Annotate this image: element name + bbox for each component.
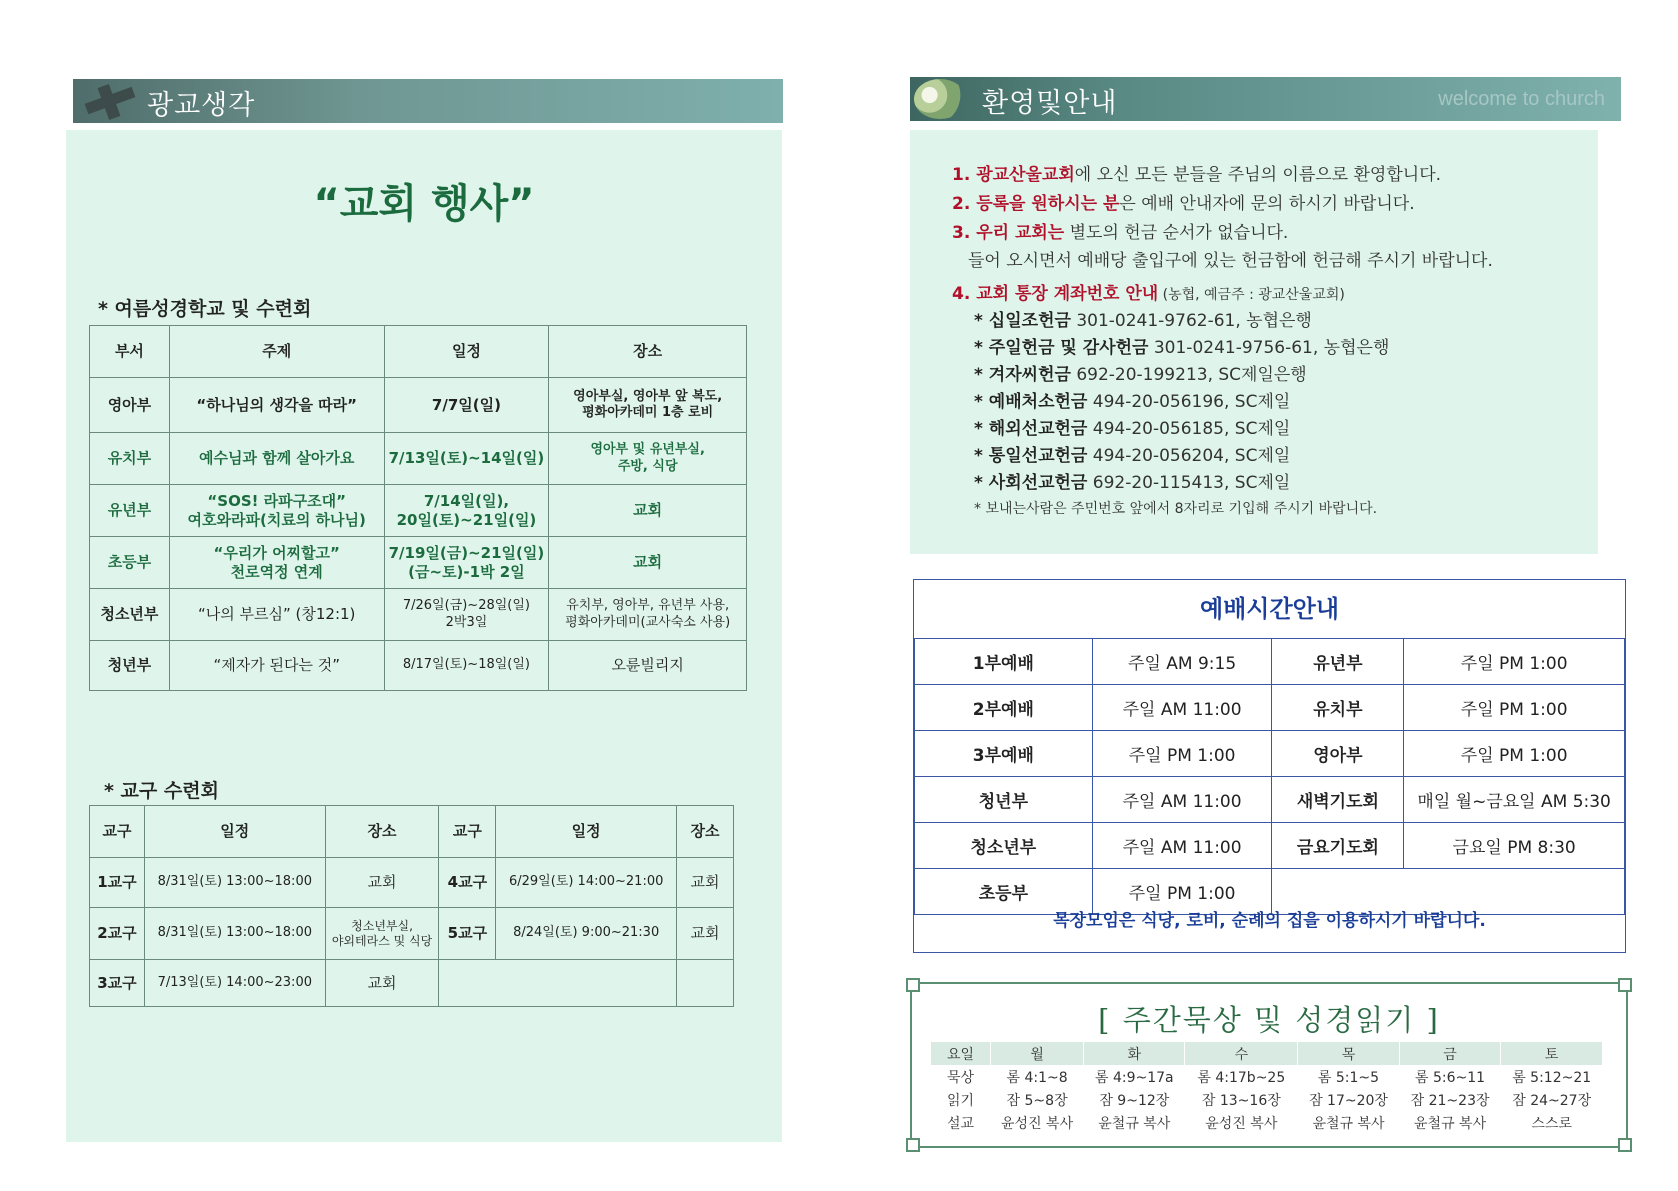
table-cell: 예수님과 함께 살아가요 [169,433,384,485]
table-cell: 영아부실, 영아부 앞 복도, 평화아카데미 1층 로비 [549,378,747,433]
table-cell: 교회 [677,908,734,960]
table-cell: 주일 PM 1:00 [1092,869,1272,915]
table-row [915,685,1625,731]
table-cell: 유치부, 영아부, 유년부 사용, 평화아카데미(교사숙소 사용) [549,589,747,641]
corner-ornament [1618,978,1632,992]
table-cell: 청년부 [90,641,170,691]
corner-ornament [906,1138,920,1152]
table-cell: 금요기도회 [1272,823,1404,869]
info-item-1: 1. 광교산울교회에 오신 모든 분들을 주님의 이름으로 환영합니다. [952,165,1442,185]
table-header: 장소 [677,806,734,858]
table-cell: 잠 17~20장 [1298,1088,1400,1111]
table-cell: 윤성진 복사 [1185,1111,1298,1134]
table-cell: 1부예배 [915,639,1093,685]
table-cell: 롬 5:1~5 [1298,1065,1400,1088]
welcome-info-box [910,130,1598,554]
table-cell: 롬 4:9~17a [1084,1065,1185,1088]
table-header: 일정 [144,806,325,858]
table-header: 장소 [325,806,439,858]
table-row [915,823,1625,869]
table-cell: 2교구 [90,908,145,960]
summer-school-table [89,325,747,691]
table-cell: 잠 5~8장 [991,1088,1084,1111]
table-row [90,537,747,589]
table-cell: 유치부 [90,433,170,485]
table-cell: 설교 [931,1111,991,1134]
table-header: 부서 [90,326,170,378]
table-cell: 롬 5:6~11 [1399,1065,1501,1088]
table-cell: “제자가 된다는 것” [169,641,384,691]
table-cell: 잠 21~23장 [1399,1088,1501,1111]
account-line: * 주일헌금 및 감사헌금 301-0241-9756-61, 농협은행 [974,338,1390,358]
table-cell: 주일 AM 11:00 [1092,777,1272,823]
table-cell: 7/7일(일) [384,378,549,433]
table-cell: 초등부 [90,537,170,589]
table-cell: “SOS! 라파구조대” 여호와라파(치료의 하나님) [169,485,384,537]
corner-ornament [1618,1138,1632,1152]
account-line: * 십일조헌금 301-0241-9762-61, 농협은행 [974,311,1312,331]
worship-title: 예배시간안내 [914,580,1625,639]
table-cell: 새벽기도회 [1272,777,1404,823]
table-cell: 7/14일(일), 20일(토)~21일(일) [384,485,549,537]
table-cell: 8/17일(토)~18일(일) [384,641,549,691]
worship-schedule-box [913,579,1626,953]
table-header: 토 [1501,1042,1602,1065]
table-cell: 묵상 [931,1065,991,1088]
account-line: * 겨자씨헌금 692-20-199213, SC제일은행 [974,365,1307,385]
table-row [915,777,1625,823]
table-row [90,378,747,433]
right-header-bar [910,77,1621,121]
table-cell: 윤철규 복사 [1298,1111,1400,1134]
table-cell: 유년부 [90,485,170,537]
table-cell: 영아부 및 유년부실, 주방, 식당 [549,433,747,485]
account-line: * 통일선교헌금 494-20-056204, SC제일 [974,446,1291,466]
table-cell: 교회 [325,858,439,908]
table-row [915,639,1625,685]
table-cell: 7/26일(금)~28일(일) 2박3일 [384,589,549,641]
weekly-title: [ 주간묵상 및 성경읽기 ] [1098,1003,1440,1037]
table-cell: 주일 PM 1:00 [1092,731,1272,777]
table-header: 일정 [384,326,549,378]
section1-title: * 여름성경학교 및 수련회 [98,298,312,320]
table-cell: 8/31일(토) 13:00~18:00 [144,858,325,908]
table-header: 월 [991,1042,1084,1065]
table-cell: 롬 4:1~8 [991,1065,1084,1088]
table-cell: 8/31일(토) 13:00~18:00 [144,908,325,960]
table-cell: 오륜빌리지 [549,641,747,691]
table-header: 화 [1084,1042,1185,1065]
table-cell: 교회 [677,858,734,908]
table-cell: 2부예배 [915,685,1093,731]
table-cell: 영아부 [90,378,170,433]
table-cell: 매일 월~금요일 AM 5:30 [1404,777,1625,823]
table-cell: 교회 [325,960,439,1007]
table-cell: 롬 4:17b~25 [1185,1065,1298,1088]
table-cell: 주일 AM 11:00 [1092,823,1272,869]
table-header: 주제 [169,326,384,378]
table-header: 수 [1185,1042,1298,1065]
table-row [90,641,747,691]
table-row [931,1065,1603,1088]
table-header: 교구 [439,806,496,858]
table-cell: “나의 부르심” (창12:1) [169,589,384,641]
corner-ornament [906,978,920,992]
table-cell: 3부예배 [915,731,1093,777]
table-cell: 주일 PM 1:00 [1404,731,1625,777]
table-cell: 7/13일(토)~14일(일) [384,433,549,485]
table-cell: 교회 [549,485,747,537]
table-cell: 주일 AM 11:00 [1092,685,1272,731]
table-cell: 주일 AM 9:15 [1092,639,1272,685]
table-cell: 읽기 [931,1088,991,1111]
table-cell: 청소년부 [90,589,170,641]
table-cell: 교회 [549,537,747,589]
table-cell: 주일 PM 1:00 [1404,685,1625,731]
table-cell: 윤철규 복사 [1399,1111,1501,1134]
info-item-2: 2. 등록을 원하시는 분은 예배 안내자에 문의 하시기 바랍니다. [952,194,1415,214]
table-cell [677,960,734,1007]
table-cell: 4교구 [439,858,496,908]
table-cell: 청소년부실, 야외테라스 및 식당 [325,908,439,960]
right-header-title: 환영및안내 [982,88,1118,119]
table-cell [439,960,677,1007]
cross-icon [81,83,137,119]
info-item-4: 4. 교회 통장 계좌번호 안내 (농협, 예금주 : 광교산울교회) [952,284,1345,304]
table-row [915,731,1625,777]
table-header: 요일 [931,1042,991,1065]
worship-footer-note: 목장모임은 식당, 로비, 순례의 집을 이용하시기 바랍니다. [1053,911,1486,931]
table-cell: 유치부 [1272,685,1404,731]
table-header: 교구 [90,806,145,858]
table-cell: “하나님의 생각을 따라” [169,378,384,433]
left-header-title: 광교생각 [147,90,256,121]
table-cell: 윤성진 복사 [991,1111,1084,1134]
account-line: * 사회선교헌금 692-20-115413, SC제일 [974,473,1291,493]
table-cell: 금요일 PM 8:30 [1404,823,1625,869]
account-line: * 예배처소헌금 494-20-056196, SC제일 [974,392,1291,412]
table-cell: 잠 9~12장 [1084,1088,1185,1111]
table-header: 장소 [549,326,747,378]
left-header-bar [73,79,783,123]
account-note: * 보내는사람은 주민번호 앞에서 8자리로 기입해 주시기 바랍니다. [974,501,1378,517]
table-row [931,1111,1603,1134]
table-cell: 7/19일(금)~21일(일) (금~토)-1박 2일 [384,537,549,589]
table-cell: 주일 PM 1:00 [1404,639,1625,685]
table-header: 금 [1399,1042,1501,1065]
district-retreat-table [89,805,734,1007]
table-row [90,960,734,1007]
info-item-3-line2: 들어 오시면서 예배당 출입구에 있는 헌금함에 헌금해 주시기 바랍니다. [968,251,1493,271]
table-cell: 잠 13~16장 [1185,1088,1298,1111]
table-cell: 7/13일(토) 14:00~23:00 [144,960,325,1007]
table-cell: 초등부 [915,869,1093,915]
table-cell: 8/24일(토) 9:00~21:30 [496,908,677,960]
account-line: * 해외선교헌금 494-20-056185, SC제일 [974,419,1291,439]
table-cell: 잠 24~27장 [1501,1088,1602,1111]
table-cell: 5교구 [439,908,496,960]
flower-icon [914,79,966,119]
table-cell: 윤철규 복사 [1084,1111,1185,1134]
table-cell: 3교구 [90,960,145,1007]
table-cell: 청소년부 [915,823,1093,869]
table-row [90,589,747,641]
table-cell: 롬 5:12~21 [1501,1065,1602,1088]
table-cell: 1교구 [90,858,145,908]
table-cell: 스스로 [1501,1111,1602,1134]
table-row [90,485,747,537]
main-title: “교회 행사” [313,181,535,227]
table-row [90,908,734,960]
table-cell: “우리가 어찌할고” 천로역정 연계 [169,537,384,589]
section2-title: * 교구 수련회 [104,780,219,802]
table-cell: 유년부 [1272,639,1404,685]
table-header: 일정 [496,806,677,858]
table-row [931,1042,1603,1065]
table-cell: 영아부 [1272,731,1404,777]
table-header: 목 [1298,1042,1400,1065]
table-row [90,433,747,485]
info-item-3: 3. 우리 교회는 별도의 헌금 순서가 없습니다. [952,223,1289,243]
table-cell: 청년부 [915,777,1093,823]
worship-table [914,638,1625,915]
table-cell: 6/29일(토) 14:00~21:00 [496,858,677,908]
right-header-subtitle: welcome to church [1438,88,1605,110]
table-row [931,1088,1603,1111]
table-row [90,858,734,908]
weekly-table [930,1042,1602,1134]
weekly-reading-box [910,982,1628,1148]
